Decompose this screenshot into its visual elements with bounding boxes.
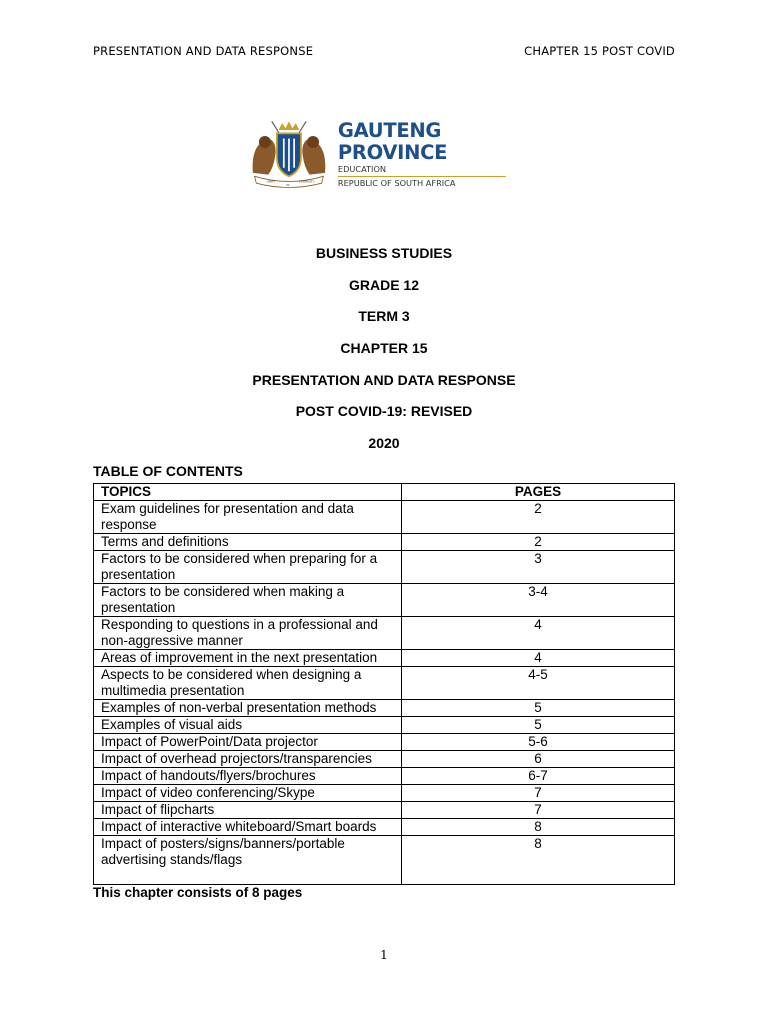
table-row [94,768,675,785]
chapter-page-count: This chapter consists of 8 pages [93,885,303,900]
title-subject: BUSINESS STUDIES [315,245,453,261]
toc-pages-cell: 7 [402,785,675,802]
toc-pages-cell: 2 [402,534,675,551]
title-grade: GRADE 12 [348,276,420,293]
page-header [93,44,675,58]
toc-topic-cell: Areas of improvement in the next presentation [94,650,402,667]
toc-topic-cell: Responding to questions in a professional and non-aggressive manner [94,617,402,650]
header-left: PRESENTATION AND DATA RESPONSE [93,44,314,58]
toc-pages-cell: 8 [402,836,675,885]
logo-title: GAUTENG PROVINCE [337,119,448,164]
title-term: TERM 3 [358,308,410,325]
table-row [94,667,675,700]
title-topic: PRESENTATION AND DATA RESPONSE [252,371,516,388]
table-row [94,734,675,751]
motto-mid: IN [286,182,290,187]
logo-wordmark [338,120,526,188]
toc-header-row [94,484,675,501]
toc-pages-cell: 4 [402,650,675,667]
table-row [94,584,675,617]
toc-pages-cell: 6-7 [402,768,675,785]
toc-topic-cell: Factors to be considered when making a presentation [94,584,402,617]
toc-pages-cell: 7 [402,802,675,819]
toc-pages-cell: 5-6 [402,734,675,751]
motto-right: DIVERSITY [299,179,315,184]
table-row [94,836,675,885]
toc-topic-cell: Exam guidelines for presentation and data response [94,501,402,534]
header-right: CHAPTER 15 POST COVID [524,44,675,58]
logo-subtitle-republic: REPUBLIC OF SOUTH AFRICA [337,178,456,188]
toc-topic-cell: Impact of overhead projectors/transparencies [94,751,402,768]
gauteng-logo [246,112,526,196]
toc-topic-cell: Aspects to be considered when designing a multimedia presentation [94,667,402,700]
table-row [94,802,675,819]
title-chapter: CHAPTER 15 [340,340,428,357]
toc-pages-cell: 4-5 [402,667,675,700]
toc-topic-cell: Examples of non-verbal presentation methods [94,700,402,717]
motto-left: UNITY [266,179,276,184]
toc-table [93,483,675,885]
table-row [94,717,675,734]
table-row [94,785,675,802]
table-row [94,617,675,650]
logo-subtitle-education: EDUCATION [337,164,387,174]
toc-body [94,501,675,885]
table-row [94,551,675,584]
toc-pages-cell: 6 [402,751,675,768]
table-row [94,501,675,534]
toc-pages-cell: 3-4 [402,584,675,617]
page-number: 1 [380,948,388,962]
toc-pages-cell: 5 [402,700,675,717]
toc-topic-cell: Impact of posters/signs/banners/portable advertising stands/flags [94,836,402,885]
toc-pages-cell: 5 [402,717,675,734]
title-block [0,243,768,465]
toc-pages-cell: 3 [402,551,675,584]
toc-topic-cell: Impact of interactive whiteboard/Smart boards [94,819,402,836]
toc-heading: TABLE OF CONTENTS [93,463,243,479]
table-row [94,650,675,667]
coat-of-arms-icon [246,112,332,196]
table-row [94,751,675,768]
title-revision: POST COVID-19: REVISED [295,403,473,420]
toc-topic-cell: Terms and definitions [94,534,402,551]
toc-pages-cell: 2 [402,501,675,534]
toc-pages-cell: 8 [402,819,675,836]
toc-topic-cell: Impact of video conferencing/Skype [94,785,402,802]
toc-topic-cell: Factors to be considered when preparing for a presentation [94,551,402,584]
toc-col-pages: PAGES [402,484,675,501]
table-row [94,534,675,551]
toc-topic-cell: Impact of PowerPoint/Data projector [94,734,402,751]
toc-col-topics: TOPICS [94,484,402,501]
toc-topic-cell: Examples of visual aids [94,717,402,734]
table-row [94,700,675,717]
toc-topic-cell: Impact of handouts/flyers/brochures [94,768,402,785]
toc-topic-cell: Impact of flipcharts [94,802,402,819]
table-row [94,819,675,836]
toc-pages-cell: 4 [402,617,675,650]
title-year: 2020 [368,435,400,452]
logo-divider [338,176,506,177]
